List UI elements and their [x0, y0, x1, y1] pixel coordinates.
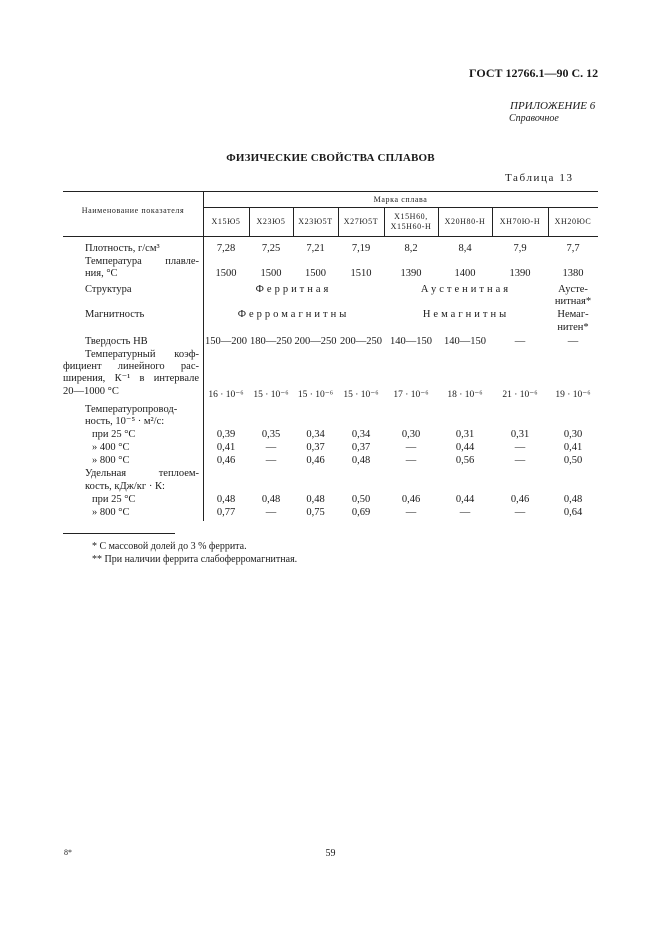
magnetism-last: Немаг- — [557, 309, 589, 320]
column-header: Х23Ю5 — [256, 217, 286, 226]
structure-ferritic: Ферритная — [255, 284, 332, 295]
row-label: » 400 °С — [92, 442, 130, 453]
table-cell: 0,37 — [306, 442, 325, 453]
table-cell: 200—250 — [340, 336, 382, 347]
table-cell: 7,19 — [351, 243, 371, 254]
row-label: Плотность, г/см³ — [85, 243, 160, 254]
table-cell: 0,44 — [455, 494, 475, 505]
footnote: ** При наличии феррита слабоферромагнитная. — [92, 554, 298, 565]
row-label: » 800 °С — [92, 455, 130, 466]
table-cell: 7,21 — [306, 243, 325, 254]
table-cell: 0,48 — [563, 494, 583, 505]
group-header: Марка сплава — [373, 195, 428, 204]
table-cell: — — [514, 455, 526, 466]
table-cell: — — [514, 442, 526, 453]
table-group-rule — [203, 207, 598, 208]
column-header: Х23Ю5Т — [298, 217, 333, 226]
structure-last: нитная* — [554, 296, 592, 307]
table-cell: — — [567, 336, 579, 347]
table-cell: 7,9 — [513, 243, 527, 254]
document-header: ГОСТ 12766.1—90 С. 12 — [469, 66, 599, 80]
table-cell: 1500 — [305, 268, 326, 279]
magnetism-last: нитен* — [557, 322, 589, 333]
page-number: 59 — [325, 848, 336, 859]
table-cell: 0,34 — [306, 429, 325, 440]
table-cell: 0,37 — [351, 442, 371, 453]
table-cell: 0,46 — [401, 494, 421, 505]
table-cell: 0,48 — [351, 455, 371, 466]
table-cell: — — [265, 455, 277, 466]
row-label: Магнитность — [85, 309, 145, 320]
row-label: Структура — [85, 284, 132, 295]
row-label: 20—1000 °С — [63, 386, 119, 397]
table-cell: 16 · 10⁻⁶ — [208, 390, 244, 400]
column-header: ХН70Ю-Н — [499, 217, 541, 226]
row-label: ширения, К⁻¹ в интервале — [63, 373, 199, 384]
row-label: Температуропровод- — [85, 404, 178, 415]
row-label: » 800 °С — [92, 507, 130, 518]
table-cell: 7,7 — [566, 243, 580, 254]
footer-mark: 8* — [64, 848, 72, 857]
table-cell: 1500 — [260, 268, 282, 279]
row-label: Удельная теплоем- — [85, 468, 199, 479]
table-divider — [203, 191, 204, 521]
magnetism-nonmag: Немагнитны — [422, 309, 510, 320]
table-cell: 0,48 — [306, 494, 325, 505]
row-label: фициент линейного рас- — [63, 361, 199, 372]
table-cell: 18 · 10⁻⁶ — [447, 390, 483, 400]
table-cell: 0,35 — [261, 429, 281, 440]
table-cell: 0,30 — [401, 429, 421, 440]
table-cell: 1390 — [509, 268, 531, 279]
table-header-rule — [63, 236, 598, 237]
table-cell: 0,64 — [563, 507, 583, 518]
column-header: Х15Н60, Х15Н60-Н — [390, 212, 432, 231]
table-cell: 0,69 — [351, 507, 371, 518]
table-cell: 7,28 — [216, 243, 236, 254]
table-cell: 0,50 — [563, 455, 583, 466]
structure-last: Аусте- — [558, 284, 588, 295]
table-cell: 0,41 — [563, 442, 583, 453]
table-cell: 0,56 — [455, 455, 475, 466]
row-label: Твердость НВ — [85, 336, 148, 347]
table-cell: 0,41 — [216, 442, 236, 453]
table-cell: 150—200 — [205, 336, 247, 347]
table-cell: 140—150 — [444, 336, 486, 347]
table-cell: 15 · 10⁻⁶ — [253, 390, 289, 400]
table-cell: 0,30 — [563, 429, 583, 440]
row-label: Температурный коэф- — [85, 349, 199, 360]
table-cell: 7,25 — [261, 243, 281, 254]
table-cell: 180—250 — [250, 336, 292, 347]
row-label: Температура плавле- — [85, 256, 199, 267]
table-cell: 15 · 10⁻⁶ — [297, 390, 334, 400]
table-cell: 1380 — [562, 268, 584, 279]
magnetism-ferro: Ферромагнитны — [237, 309, 350, 320]
stub-header: Наименование показателя — [81, 206, 185, 215]
table-cell: 0,31 — [455, 429, 475, 440]
row-label: при 25 °С — [92, 494, 136, 505]
table-cell: 0,46 — [510, 494, 530, 505]
table-cell: 0,46 — [216, 455, 236, 466]
column-header: Х27Ю5Т — [343, 217, 379, 226]
row-label: ния, °С — [85, 268, 118, 279]
row-label: при 25 °С — [92, 429, 136, 440]
table-cell: 0,46 — [306, 455, 325, 466]
table-cell: 0,77 — [216, 507, 236, 518]
table-cell: 8,2 — [404, 243, 418, 254]
column-header: ХН20ЮС — [554, 217, 592, 226]
table-cell: — — [514, 336, 526, 347]
structure-austenitic: Аустенитная — [420, 284, 512, 295]
table-cell: 1510 — [350, 268, 372, 279]
appendix-type: Справочное — [509, 113, 559, 124]
table-cell: 0,34 — [351, 429, 371, 440]
table-cell: — — [265, 507, 277, 518]
table-cell: 15 · 10⁻⁶ — [343, 390, 379, 400]
table-cell: — — [265, 442, 277, 453]
table-cell: — — [405, 507, 417, 518]
table-cell: 0,50 — [351, 494, 371, 505]
table-cell: 0,31 — [510, 429, 530, 440]
table-cell: 8,4 — [458, 243, 472, 254]
row-label: кость, кДж/кг · К: — [85, 481, 165, 492]
column-header: Х15Ю5 — [211, 217, 241, 226]
table-number: Таблица 13 — [505, 172, 574, 184]
table-cell: 0,48 — [261, 494, 281, 505]
appendix-label: ПРИЛОЖЕНИЕ 6 — [510, 100, 596, 112]
column-header: Х20Н80-Н — [444, 217, 486, 226]
row-label: ность, 10⁻⁵ · м²/с: — [85, 416, 165, 427]
table-top-rule — [63, 191, 598, 192]
table-cell: 0,75 — [306, 507, 325, 518]
table-cell: 17 · 10⁻⁶ — [393, 390, 429, 400]
table-cell: — — [459, 507, 471, 518]
footnote: * С массовой долей до 3 % феррита. — [92, 541, 247, 552]
table-cell: — — [405, 455, 417, 466]
table-cell: 1500 — [215, 268, 237, 279]
table-cell: 200—250 — [294, 336, 337, 347]
table-cell: 1390 — [400, 268, 422, 279]
table-cell: 140—150 — [390, 336, 432, 347]
table-cell: 1400 — [454, 268, 476, 279]
table-cell: — — [405, 442, 417, 453]
table-cell: 21 · 10⁻⁶ — [502, 390, 538, 400]
table-cell: 19 · 10⁻⁶ — [555, 390, 591, 400]
notes-rule — [63, 533, 175, 534]
table-cell: 0,39 — [216, 429, 236, 440]
table-cell: 0,44 — [455, 442, 475, 453]
table-cell: — — [514, 507, 526, 518]
table-cell: 0,48 — [216, 494, 236, 505]
page-title: ФИЗИЧЕСКИЕ СВОЙСТВА СПЛАВОВ — [226, 152, 435, 164]
